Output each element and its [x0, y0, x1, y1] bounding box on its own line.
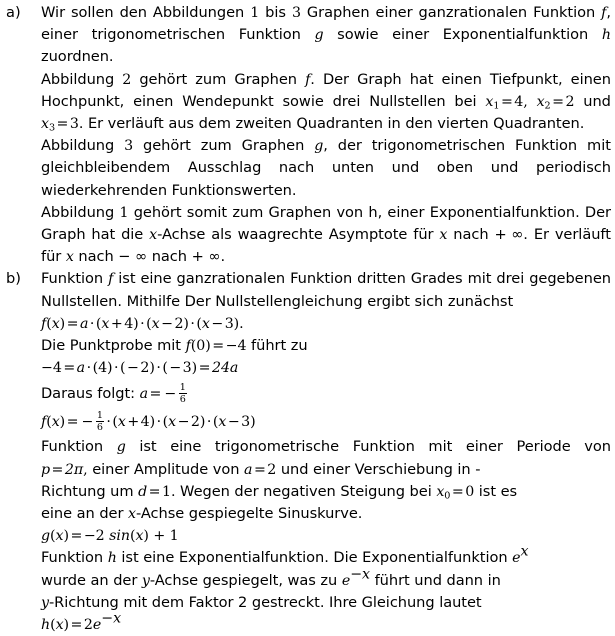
- math-line-h-final: $h(x) = 2e^{-x}$: [41, 610, 122, 634]
- text-line-b14: wurde an der y-Achse gespiegelt, was zu $e^{-x}$ führt und dann in: [41, 566, 501, 589]
- text-line-b1: Funktion f ist eine ganzrationalen Funktion dritten Grades mit drei gegebenen: [41, 270, 611, 288]
- solution-item-b: [6, 268, 611, 636]
- fraction-one-sixth-2: $\frac{1}{6}$: [96, 410, 103, 433]
- text-line-b10: Richtung um d = 1. Wegen der negativen Steigung bei $x_0 = 0$ ist es: [41, 482, 518, 502]
- math-shift-d: d = 1.: [138, 483, 176, 500]
- text-line-a8: gleichbleibendem Ausschlag nach unten und oben und periodisch: [41, 159, 611, 177]
- text-line-b6: Daraus folgt: a = − $\frac{1}{6}$: [41, 382, 186, 405]
- math-line-f-factored: f(x) = a · (x + 4) · (x − 2) · (x − 3).: [41, 315, 244, 332]
- math-a-value: a = − $\frac{1}{6}$: [139, 382, 186, 405]
- text-line-a11: Graph hat die x-Achse als waagrechte Asymptote für x nach + ∞. Er verläuft: [41, 226, 611, 244]
- math-line-point-eval: −4 = a · (4) · ( − 2) · ( − 3) = 24a: [41, 360, 239, 377]
- text-line-a2: einer trigonometrischen Funktion g sowie einer Exponentialfunktion h: [41, 24, 611, 46]
- math-var-g: g: [314, 27, 324, 44]
- text-line-a4: Abbildung 2 gehört zum Graphen f. Der Graph hat einen Tiefpunkt, einen: [41, 70, 611, 88]
- text-line-a5: Hochpunkt, einen Wendepunkt sowie drei Nullstellen bei $x_1 = 4$, $x_2 = 2$ und: [41, 92, 611, 112]
- math-line-f-final: f(x) = − $\frac{1}{6}$ · (x + 4) · (x − 2) · (x − 3): [41, 410, 256, 433]
- text-line-b8: Funktion g ist eine trigonometrische Funktion mit einer Periode von: [41, 438, 611, 456]
- math-period: p = 2π,: [41, 461, 88, 478]
- text-line-b9: p = 2π, einer Amplitude von a = 2 und einer Verschiebung in -: [41, 460, 481, 478]
- math-zero-x1: $x_1 = 4$,: [485, 93, 528, 112]
- math-var-f: f: [601, 5, 607, 21]
- math-line-g-final: g(x) = −2 sin(x) + 1: [41, 528, 179, 545]
- math-zero-x2: $x_2 = 2$: [536, 93, 575, 112]
- math-exp-negx: $e^{-x}$: [341, 566, 370, 589]
- text-line-b4: Die Punktprobe mit f(0) = −4 führt zu: [41, 337, 308, 355]
- text-line-a6: $x_3 = 3$. Er verläuft aus dem zweiten Quadranten in den vierten Quadranten.: [41, 115, 585, 134]
- text-line-a9: wiederkehrenden Funktionswerten.: [41, 181, 297, 199]
- text-line-a1: Wir sollen den Abbildungen 1 bis 3 Graphen einer ganzrationalen Funktion f,: [41, 4, 611, 21]
- math-point-test: f(0) = −4: [185, 338, 247, 355]
- math-exp-ex: $e^x$: [512, 543, 529, 567]
- math-amplitude: a = 2: [244, 461, 277, 478]
- math-x0: $x_0 = 0$: [436, 483, 475, 502]
- solution-item-a: [6, 2, 611, 268]
- item-a-body: [41, 2, 611, 268]
- fraction-one-sixth: $\frac{1}{6}$: [179, 382, 186, 405]
- item-marker-b: b): [6, 270, 21, 288]
- text-line-b2: Nullstellen. Mithilfe Der Nullstellengleichung ergibt sich zunächst: [41, 292, 514, 310]
- text-line-b11: eine an der x-Achse gespiegelte Sinuskurve.: [41, 505, 363, 523]
- item-marker-a: a): [6, 4, 21, 21]
- text-line-a12: für x nach − ∞ nach + ∞.: [41, 248, 226, 266]
- text-line-a3: zuordnen.: [41, 48, 114, 66]
- item-b-body: [41, 268, 611, 636]
- math-var-h: h: [601, 27, 611, 44]
- math-zero-x3: $x_3 = 3$.: [41, 116, 84, 134]
- text-line-a7: Abbildung 3 gehört zum Graphen g, der trigonometrischen Funktion mit: [41, 137, 611, 155]
- text-line-b15: y-Richtung mit dem Faktor 2 gestreckt. Ihre Gleichung lautet: [41, 593, 482, 611]
- text-line-b13: Funktion h ist eine Exponentialfunktion. Die Exponentialfunktion $e^x$: [41, 543, 529, 567]
- text-line-a10: Abbildung 1 gehört somit zum Graphen von h, einer Exponentialfunktion. Der: [41, 203, 611, 221]
